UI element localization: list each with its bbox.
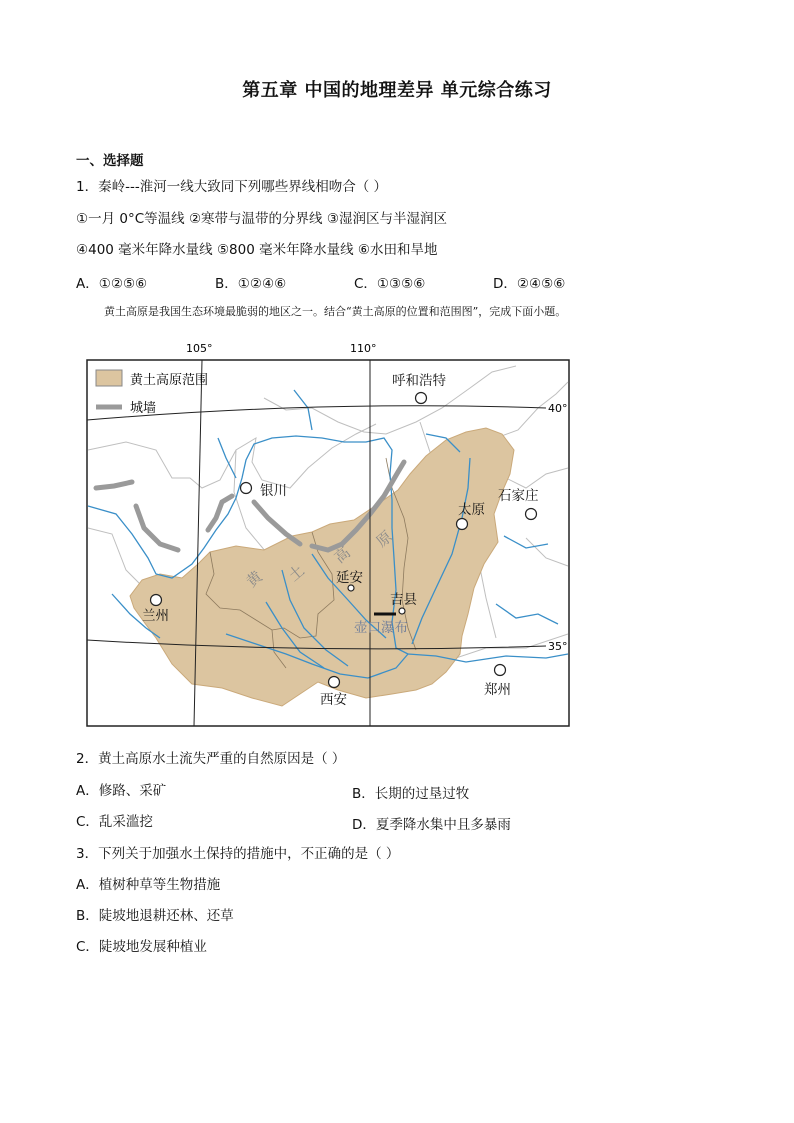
q3-option-b: B．陡坡地退耕还林、还草 — [76, 908, 234, 924]
city-marker-xian — [329, 677, 340, 688]
q2-option-b: B．长期的过垦过牧 — [352, 786, 470, 802]
q1-options — [76, 272, 565, 292]
city-label-zhengzhou: 郑州 — [484, 682, 511, 698]
q2-option-c: C．乱采滥挖 — [76, 814, 153, 830]
city-label-jixian: 吉县 — [390, 592, 417, 608]
city-marker-taiyuan — [457, 519, 468, 530]
q1-option-c: C．①③⑤⑥ — [354, 276, 426, 292]
lat-label-35: 35° — [548, 640, 568, 653]
q1-option-b: B．①②④⑥ — [215, 276, 287, 292]
city-marker-yinchuan — [241, 483, 252, 494]
lon-label-110: 110° — [350, 342, 377, 355]
q3-option-a: A．植树种草等生物措施 — [76, 877, 221, 893]
city-marker-shijiazhuang — [526, 509, 537, 520]
plateau-char-1: 黄 — [242, 567, 266, 591]
lat-label-40: 40° — [548, 402, 568, 415]
q1-stem: 1．秦岭---淮河一线大致同下列哪些界线相吻合（ ） — [76, 179, 387, 195]
city-label-yinchuan: 银川 — [260, 483, 287, 499]
city-label-yanan: 延安 — [336, 570, 363, 586]
q1-option-a: A．①②⑤⑥ — [76, 276, 148, 292]
page-title: 第五章 中国的地理差异 单元综合练习 — [242, 80, 552, 101]
city-label-taiyuan: 太原 — [458, 502, 485, 518]
q3-stem: 3．下列关于加强水土保持的措施中，不正确的是（ ） — [76, 846, 400, 862]
city-label-xian: 西安 — [320, 692, 347, 708]
q1-line2: ④400 毫米年降水量线 ⑤800 毫米年降水量线 ⑥水田和旱地 — [76, 242, 438, 258]
legend-plateau-swatch — [96, 370, 122, 386]
lon-label-105: 105° — [186, 342, 213, 355]
city-label-hohhot: 呼和浩特 — [392, 373, 446, 389]
map-intro-text: 黄土高原是我国生态环境最脆弱的地区之一。结合“黄土高原的位置和范围图”，完成下面小题。 — [104, 305, 567, 318]
plateau-char-3: 高 — [330, 543, 354, 567]
q2-stem: 2．黄土高原水土流失严重的自然原因是（ ） — [76, 751, 346, 767]
legend-plateau-label: 黄土高原范围 — [130, 373, 209, 388]
city-marker-zhengzhou — [495, 665, 506, 676]
loess-plateau-map — [86, 338, 686, 730]
q3-option-c: C．陡坡地发展种植业 — [76, 939, 207, 955]
city-marker-jixian — [399, 608, 405, 614]
waterfall-label: 壶口瀑布 — [354, 620, 408, 636]
q1-option-d: D．②④⑤⑥ — [493, 276, 566, 292]
q2-option-a: A．修路、采矿 — [76, 783, 167, 799]
plateau-char-4: 原 — [372, 527, 396, 551]
city-label-lanzhou: 兰州 — [142, 608, 169, 624]
q1-line1: ①一月 0°C等温线 ②寒带与温带的分界线 ③湿润区与半湿润区 — [76, 211, 447, 227]
plateau-char-2: 土 — [284, 561, 308, 585]
legend-wall-label: 城墙 — [130, 401, 157, 416]
city-marker-lanzhou — [151, 595, 162, 606]
city-label-shijiazhuang: 石家庄 — [498, 488, 539, 504]
city-marker-hohhot — [416, 393, 427, 404]
section-heading: 一、选择题 — [76, 153, 144, 169]
q2-option-d: D．夏季降水集中且多暴雨 — [352, 817, 511, 833]
